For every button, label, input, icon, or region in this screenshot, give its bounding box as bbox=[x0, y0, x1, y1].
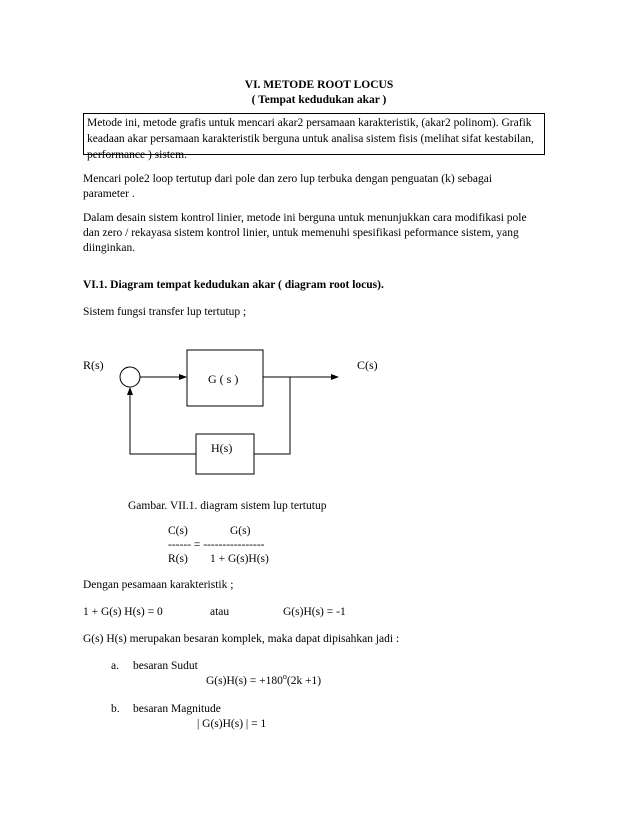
feedback-block-label: H(s) bbox=[211, 441, 233, 455]
complex-note: G(s) H(s) merupakan besaran komplek, maka dapat dipisahkan jadi : bbox=[83, 633, 400, 645]
tf-denominator-right: 1 + G(s)H(s) bbox=[210, 553, 269, 565]
tf-numerator-right: G(s) bbox=[230, 525, 251, 537]
condition-a-label: besaran Sudut bbox=[133, 660, 198, 672]
feedback-path-right bbox=[254, 377, 290, 454]
paragraph-2-line-1: Dalam desain sistem kontrol linier, metode ini berguna untuk menunjukkan cara modifikasi pole bbox=[83, 212, 527, 224]
condition-b-equation: | G(s)H(s) | = 1 bbox=[197, 718, 267, 730]
angle-eq-main: G(s)H(s) = +180 bbox=[206, 675, 283, 687]
paragraph-1-line-1: Mencari pole2 loop tertutup dari pole dan zero lup terbuka dengan penguatan (k) sebagai bbox=[83, 173, 493, 185]
angle-eq-tail: (2k +1) bbox=[286, 675, 322, 687]
paragraph-2-line-3: diinginkan. bbox=[83, 242, 136, 254]
intro-line-3: performance ) sistem. bbox=[87, 149, 187, 161]
tf-fraction-line: ------ = ---------------- bbox=[168, 539, 265, 551]
intro-line-2: keadaan akar persamaan karakteristik berguna untuk analisa sistem fisis (melihat sifat kestabilan, bbox=[87, 133, 534, 145]
input-label: R(s) bbox=[83, 358, 104, 372]
feedback-path-left bbox=[130, 388, 196, 454]
summing-junction bbox=[120, 367, 140, 387]
page-subtitle: ( Tempat kedudukan akar ) bbox=[251, 94, 387, 106]
page-title: VI. METODE ROOT LOCUS bbox=[244, 79, 394, 91]
characteristic-intro: Dengan pesamaan karakteristik ; bbox=[83, 579, 234, 591]
intro-line-1: Metode ini, metode grafis untuk mencari akar2 persamaan karakteristik, (akar2 polinom). Grafik bbox=[87, 117, 532, 129]
condition-a-marker: a. bbox=[111, 660, 119, 672]
characteristic-eq-right: G(s)H(s) = -1 bbox=[283, 606, 346, 618]
paragraph-2-line-2: dan zero / rekayasa sistem kontrol linier, untuk memenuhi spesifikasi peformance sistem, yang bbox=[83, 227, 519, 239]
condition-b-marker: b. bbox=[111, 703, 120, 715]
condition-a-equation bbox=[206, 673, 321, 689]
output-label: C(s) bbox=[357, 358, 378, 372]
forward-block-label: G ( s ) bbox=[208, 372, 239, 386]
figure-caption: Gambar. VII.1. diagram sistem lup tertutup bbox=[128, 500, 327, 512]
characteristic-eq-or: atau bbox=[210, 606, 230, 618]
tf-numerator-left: C(s) bbox=[168, 525, 188, 537]
angle-eq-degree: o bbox=[282, 672, 287, 682]
tf-denominator-left: R(s) bbox=[168, 553, 188, 565]
paragraph-1-line-2: parameter . bbox=[83, 188, 135, 200]
section-intro: Sistem fungsi transfer lup tertutup ; bbox=[83, 306, 247, 318]
characteristic-eq-left: 1 + G(s) H(s) = 0 bbox=[83, 606, 163, 618]
section-heading: VI.1. Diagram tempat kedudukan akar ( diagram root locus). bbox=[83, 279, 384, 291]
condition-b-label: besaran Magnitude bbox=[133, 703, 221, 715]
